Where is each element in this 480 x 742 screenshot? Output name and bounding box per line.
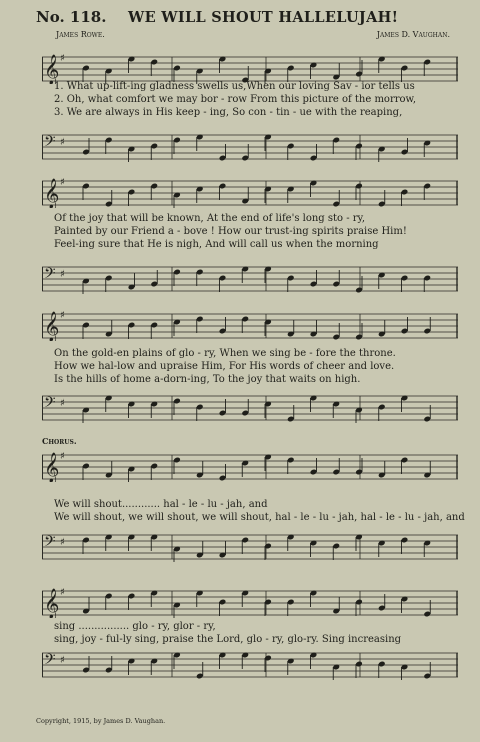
lyric-line: Of the joy that will be known, At the end of life's long sto - ry,: [54, 213, 366, 224]
lyric-line: We will shout, we will shout, we will shout, hal - le - lu - jah, hal - le - lu - jah, and: [54, 512, 465, 523]
staff-lines: [42, 393, 458, 423]
bass-staff: [42, 132, 458, 162]
treble-staff: [42, 452, 458, 482]
staff-lines: [42, 588, 458, 618]
chorus-lyrics: [54, 620, 458, 646]
key-sharp-icon: ♯: [60, 269, 65, 280]
bass-staff: [42, 532, 458, 562]
key-sharp-icon: ♯: [60, 54, 65, 64]
key-sharp-icon: ♯: [60, 537, 65, 548]
music-system-1: [42, 40, 458, 165]
key-sharp-icon: ♯: [60, 137, 65, 148]
lyric-line: 3. We are always in His keep - ing, So con - tin - ue with the reaping,: [54, 107, 403, 118]
treble-clef-icon: 𝄞: [44, 453, 60, 482]
key-sharp-icon: ♯: [60, 398, 65, 409]
bass-clef-icon: 𝄢: [44, 533, 56, 554]
staff-lines: [42, 650, 458, 680]
hymn-header: [36, 8, 450, 30]
chorus-lyrics: [54, 498, 465, 524]
bass-staff: [42, 393, 458, 423]
music-system-5: [42, 578, 458, 713]
chorus-label: Chorus.: [42, 436, 77, 446]
key-sharp-icon: ♯: [60, 655, 65, 666]
lyric-line: On the gold-en plains of glo - ry, When we sing be - fore the throne.: [54, 348, 396, 359]
lyric-line: Is the hills of home a-dorn-ing, To the joy that waits on high.: [54, 374, 361, 385]
treble-staff: [42, 588, 458, 618]
key-sharp-icon: ♯: [60, 452, 65, 462]
treble-clef-icon: 𝄞: [44, 179, 60, 208]
staff-lines: [42, 264, 458, 294]
staff-lines: [42, 532, 458, 562]
treble-clef-icon: 𝄞: [44, 589, 60, 618]
lyricist: James Rowe.: [56, 30, 105, 39]
lyric-line: 2. Oh, what comfort we may bor - row From this picture of the morrow,: [54, 94, 417, 105]
hymn-title: WE WILL SHOUT HALLELUJAH!: [128, 9, 399, 26]
composer: James D. Vaughan.: [376, 30, 450, 39]
lyric-line: 1. What up-lift-ing gladness swells us,When our loving Sav - ior tells us: [54, 81, 415, 92]
lyric-line: How we hal-low and upraise Him, For His words of cheer and love.: [54, 361, 395, 372]
music-system-4: [42, 436, 465, 571]
bass-staff: [42, 264, 458, 294]
lyric-line: We will shout............ hal - le - lu - jah, and: [54, 499, 268, 510]
staff-lines: [42, 452, 458, 482]
key-sharp-icon: ♯: [60, 588, 65, 598]
verse-lyrics: [54, 80, 458, 119]
lyric-line: Painted by our Friend a - bove ! How our trust-ing spirits praise Him!: [54, 226, 407, 237]
treble-staff: [42, 178, 458, 208]
copyright-notice: Copyright, 1915, by James D. Vaughan.: [36, 717, 166, 725]
music-system-2: [42, 172, 458, 297]
bass-clef-icon: 𝄢: [44, 394, 56, 415]
bass-staff: [42, 650, 458, 680]
hymn-number: No. 118.: [36, 8, 107, 26]
lyric-line: sing, joy - ful-ly sing, praise the Lord, glo - ry, glo-ry. Sing increasing: [54, 634, 402, 645]
bass-clef-icon: 𝄢: [44, 133, 56, 154]
bass-clef-icon: 𝄢: [44, 265, 56, 286]
bass-clef-icon: 𝄢: [44, 651, 56, 672]
staff-lines: [42, 132, 458, 162]
key-sharp-icon: ♯: [60, 178, 65, 188]
lyric-line: sing ................ glo - ry, glor - ry,: [54, 621, 216, 632]
key-sharp-icon: ♯: [60, 311, 65, 321]
staff-lines: [42, 178, 458, 208]
staff-lines: [42, 311, 458, 341]
treble-clef-icon: 𝄞: [44, 312, 60, 341]
treble-clef-icon: 𝄞: [44, 55, 60, 84]
verse-lyrics: [54, 347, 458, 386]
treble-staff: [42, 311, 458, 341]
verse-lyrics: [54, 212, 458, 251]
music-system-3: [42, 305, 458, 430]
lyric-line: Feel-ing sure that He is nigh, And will call us when the morning: [54, 239, 379, 250]
